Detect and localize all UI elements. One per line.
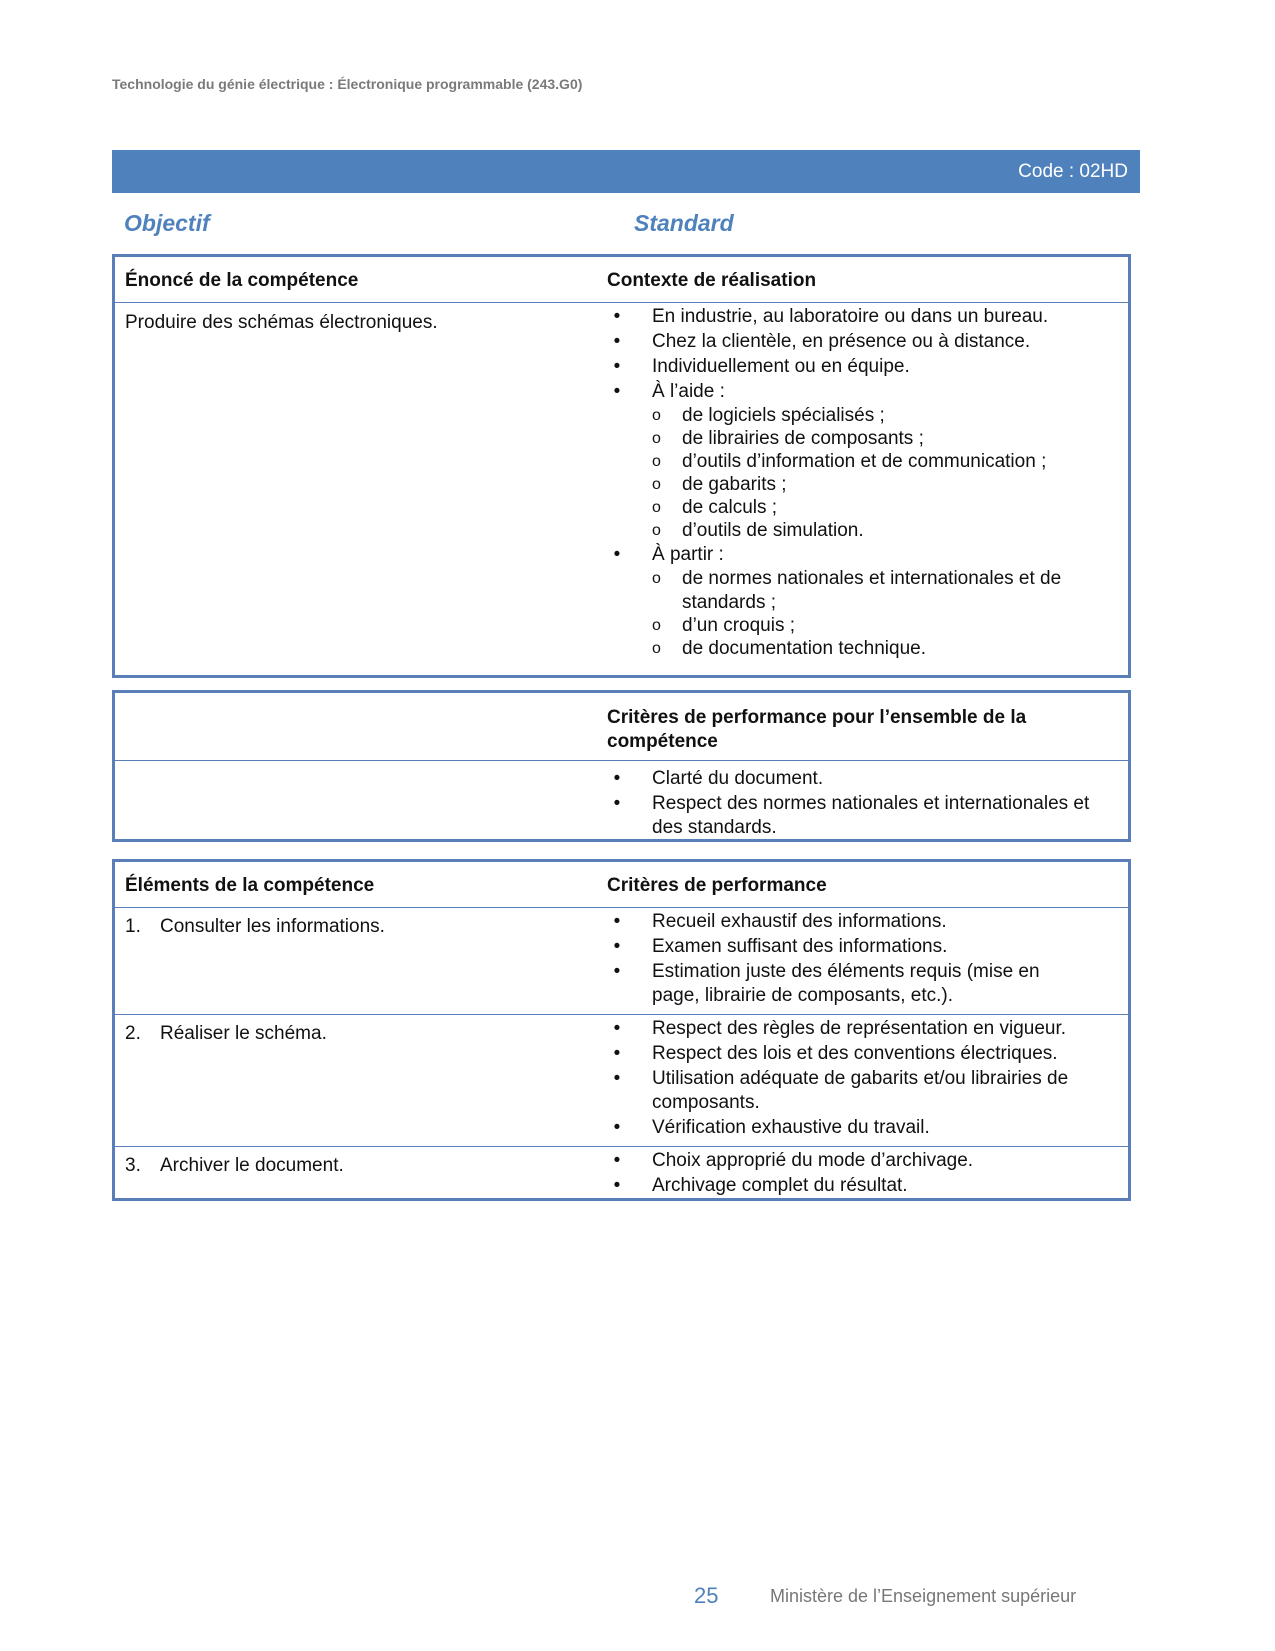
bullet-icon: • [613, 911, 621, 932]
bullet-icon: • [613, 1150, 621, 1171]
criterion-item [607, 935, 1087, 959]
context-subitem [652, 614, 1087, 638]
criterion-item [607, 960, 1087, 1008]
circle-bullet-icon: o [652, 453, 661, 470]
context-subitem [652, 427, 1087, 451]
list-item-text: de calculs ; [682, 497, 778, 518]
list-item-text: En industrie, au laboratoire ou dans un bureau. [652, 306, 1049, 327]
circle-bullet-icon: o [652, 499, 661, 516]
code-bar [112, 150, 1140, 193]
list-item-text: Recueil exhaustif des informations. [652, 911, 947, 932]
context-subitem [652, 519, 1087, 543]
bullet-icon: • [613, 793, 621, 814]
criterion-item [607, 910, 1087, 934]
element-text: Consulter les informations. [160, 916, 385, 937]
criterion-item [607, 1042, 1107, 1066]
element-row-1 [125, 915, 385, 939]
bullet-icon: • [613, 768, 621, 789]
list-item-text: de normes nationales et internationales et de standards ; [682, 568, 1062, 613]
list-item-text: d’outils d’information et de communication ; [682, 451, 1047, 472]
criteria-list-2 [607, 1017, 1107, 1141]
bullet-icon: • [613, 1043, 621, 1064]
list-item-text: de documentation technique. [682, 638, 927, 659]
list-item-text: Chez la clientèle, en présence ou à distance. [652, 331, 1031, 352]
bullet-icon: • [613, 936, 621, 957]
list-item-text: d’outils de simulation. [682, 520, 864, 541]
list-item-text: À l’aide : [652, 381, 725, 402]
list-item-text: Examen suffisant des informations. [652, 936, 948, 957]
ministry-name: Ministère de l’Enseignement supérieur [770, 1586, 1077, 1606]
context-item [607, 355, 1087, 379]
criterion-item [607, 1116, 1107, 1140]
global-criterion-item [607, 792, 1112, 840]
circle-bullet-icon: o [652, 570, 661, 587]
context-item [607, 330, 1087, 354]
context-subitem [652, 637, 1087, 661]
objectif-label: Objectif [124, 210, 210, 236]
criteria-list-3 [607, 1149, 1107, 1199]
list-item-text: Archivage complet du résultat. [652, 1175, 908, 1196]
criterion-item [607, 1067, 1107, 1115]
element-number: 1. [125, 916, 141, 937]
context-item [607, 305, 1087, 329]
list-item-text: Individuellement ou en équipe. [652, 356, 910, 377]
criterion-item [607, 1017, 1107, 1041]
criterion-item [607, 1149, 1107, 1173]
element-row-3 [125, 1154, 344, 1178]
element-number: 3. [125, 1155, 141, 1176]
global-criterion-item [607, 767, 1112, 791]
circle-bullet-icon: o [652, 430, 661, 447]
list-item-text: d’un croquis ; [682, 615, 796, 636]
list-item-text: Respect des normes nationales et internationales et des standards. [652, 793, 1090, 838]
context-sublist [652, 404, 1087, 543]
element-text: Réaliser le schéma. [160, 1023, 327, 1044]
list-item-text: Respect des règles de représentation en vigueur. [652, 1018, 1067, 1039]
bullet-icon: • [613, 1018, 621, 1039]
document-header: Technologie du génie électrique : Électronique programmable (243.G0) [112, 76, 583, 92]
context-subitem [652, 404, 1087, 428]
criteria-header: Critères de performance [607, 875, 827, 896]
context-item [607, 543, 1087, 661]
bullet-icon: • [613, 1068, 621, 1089]
context-subitem [652, 450, 1087, 474]
context-subitem [652, 496, 1087, 520]
list-item-text: Clarté du document. [652, 768, 824, 789]
list-item-text: À partir : [652, 544, 724, 565]
bullet-icon: • [613, 356, 621, 377]
element-row-2 [125, 1022, 327, 1046]
statement-header: Énoncé de la compétence [125, 270, 359, 291]
context-sublist [652, 567, 1087, 661]
circle-bullet-icon: o [652, 407, 661, 424]
list-item-text: de gabarits ; [682, 474, 787, 495]
list-item-text: de logiciels spécialisés ; [682, 405, 885, 426]
bullet-icon: • [613, 961, 621, 982]
bullet-icon: • [613, 1117, 621, 1138]
element-text: Archiver le document. [160, 1155, 344, 1176]
elements-header: Éléments de la compétence [125, 875, 375, 896]
competency-code: Code : 02HD [1018, 161, 1128, 182]
criterion-item [607, 1174, 1107, 1198]
bullet-icon: • [613, 331, 621, 352]
criteria-list-1 [607, 910, 1087, 1009]
list-item-text: Choix approprié du mode d’archivage. [652, 1150, 974, 1171]
context-subitem [652, 473, 1087, 497]
context-header: Contexte de réalisation [607, 270, 817, 291]
list-item-text: Respect des lois et des conventions électriques. [652, 1043, 1058, 1064]
list-item-text: de librairies de composants ; [682, 428, 924, 449]
global-criteria-header: Critères de performance pour l’ensemble de la compétence [607, 707, 1027, 752]
bullet-icon: • [613, 544, 621, 565]
circle-bullet-icon: o [652, 522, 661, 539]
context-subitem [652, 567, 1087, 615]
bullet-icon: • [613, 306, 621, 327]
list-item-text: Estimation juste des éléments requis (mise en page, librairie de composants, etc.). [652, 961, 1040, 1006]
page-number: 25 [694, 1583, 719, 1608]
circle-bullet-icon: o [652, 640, 661, 657]
global-criteria-list [607, 767, 1112, 841]
list-item-text: Vérification exhaustive du travail. [652, 1117, 930, 1138]
context-item [607, 380, 1087, 543]
bullet-icon: • [613, 1175, 621, 1196]
list-item-text: Utilisation adéquate de gabarits et/ou librairies de composants. [652, 1068, 1069, 1113]
competency-statement: Produire des schémas électroniques. [125, 312, 438, 333]
context-list [607, 305, 1087, 661]
circle-bullet-icon: o [652, 476, 661, 493]
standard-label: Standard [634, 210, 734, 236]
element-number: 2. [125, 1023, 141, 1044]
bullet-icon: • [613, 381, 621, 402]
circle-bullet-icon: o [652, 617, 661, 634]
